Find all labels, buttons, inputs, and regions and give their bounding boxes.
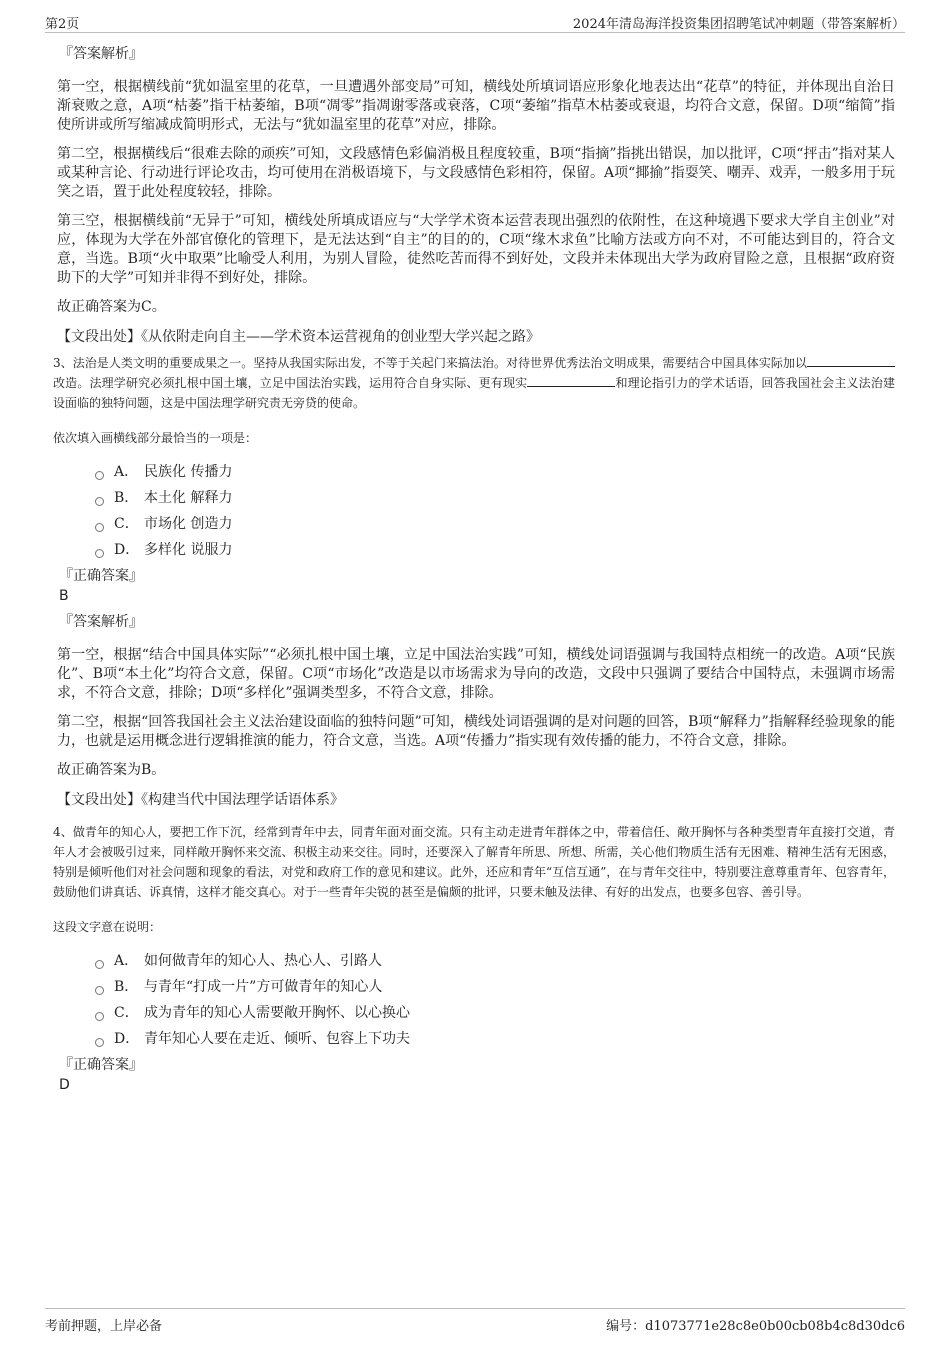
radio-icon[interactable] [95,523,104,532]
option-c[interactable]: C． 市场化 创造力 [95,511,895,537]
document-id: 编号：d1073771e28c8e0b00cb08b4c8d30dc6 [606,1319,905,1334]
analysis-paragraph: 第一空，根据横线前“犹如温室里的花草，一旦遭遇外部变局”可知，横线处所填词语应形象化地表达出“花草”的特征，并体现出自治日渐衰败之意，A项“枯萎”指干枯萎缩，B项“凋零”指凋谢零落或衰落，C项“萎缩”指草木枯萎或衰退，均符合文意，保留。D项“缩简”指使所讲或所写缩减成简明形式，无法与“犹如温室里的花草”对应，排除。 [57,79,895,133]
correct-answer-label: 『正确答案』 [59,568,143,584]
option-d[interactable]: D． 多样化 说服力 [95,537,895,563]
analysis-paragraph: 第三空，根据横线前“无异于”可知，横线处所填成语应与“大学学术资本运营表现出强烈的依附性，在这种境遇下要求大学自主创业”对应，体现为大学在外部官僚化的管理下，是无法达到“自主”的目的的，C项“缘木求鱼”比喻方法或方向不对，不可能达到目的，符合文意，当选。B项“火中取栗”比喻受人利用，为别人冒险，徒然吃苦而得不到好处，文段并未体现出大学为政府冒险之意，且根据“政府资助下的大学”可知并非得不到好处，排除。 [57,213,895,286]
analysis-paragraph: 第二空，根据横线后“很难去除的顽疾”可知，文段感情色彩偏消极且程度较重，B项“指摘”指挑出错误，加以批评，C项“抨击”指对某人或某种言论、行动进行评论攻击，均可使用在消极语境下，与文段感情色彩相符，保留。A项“揶揄”指耍笑、嘲弄、戏弄，一般多用于玩笑之语，置于此处程度较轻，排除。 [57,146,895,200]
option-a[interactable]: A． 如何做青年的知心人、热心人、引路人 [95,948,895,974]
answer-conclusion: 故正确答案为B。 [57,762,166,778]
source-citation: 【文段出处】《从依附走向自主——学术资本运营视角的创业型大学兴起之路》 [57,329,540,345]
radio-icon[interactable] [95,497,104,506]
analysis-paragraph: 第二空，根据“回答我国社会主义法治建设面临的独特问题”可知，横线处词语强调的是对问题的回答，B项“解释力”指解释经验现象的能力，也就是运用概念进行逻辑推演的能力，符合文意，当选。A项“传播力”指实现有效传播的能力，不符合文意，排除。 [57,714,895,749]
question-stem: 4、做青年的知心人，要把工作下沉，经常到青年中去，同青年面对面交流。只有主动走进青年群体之中，带着信任、敞开胸怀与各种类型青年直接打交道，青年人才会被吸引过来，同样敞开胸怀来交流、积极主动来交往。同时，还要深入了解青年所思、所想、所需，关心他们物质生活有无困难、精神生活有无困惑，特别是倾听他们对社会问题和现象的看法，对党和政府工作的意见和建议。此外，还应和青年“互信互通”，在与青年交往中，特别要注意尊重青年、包容青年，鼓励他们讲真话、诉真情，这样才能交真心。对于一些青年尖锐的甚至是偏颇的批评，只要未触及法律、有好的出发点，也要多包容、善引导。 [53,825,895,899]
option-b[interactable]: B． 本土化 解释力 [95,485,895,511]
radio-icon[interactable] [95,1012,104,1021]
option-b[interactable]: B． 与青年“打成一片”方可做青年的知心人 [95,974,895,1000]
radio-icon[interactable] [95,1038,104,1047]
option-c[interactable]: C． 成为青年的知心人需要敞开胸怀、以心换心 [95,1000,895,1026]
correct-answer-label: 『正确答案』 [59,1057,143,1073]
correct-answer: B [59,588,69,604]
fill-blank [527,374,615,387]
radio-icon[interactable] [95,471,104,480]
fill-blank [807,354,895,367]
radio-icon[interactable] [95,960,104,969]
page-number: 第2页 [45,17,80,32]
question-prompt: 依次填入画横线部分最恰当的一项是： [53,431,258,445]
page-footer [45,1308,905,1335]
question-stem: 3、法治是人类文明的重要成果之一。坚持从我国实际出发，不等于关起门来搞法治。对待世界优秀法治文明成果，需要结合中国具体实际加以改造。法理学研究必须扎根中国土壤，立足中国法治实践，运用符合自身实际、更有现实 和理论指引力的学术话语，回答我国社会主义法治建设面临的独特问题，这是中国法理学研究责无旁贷的使命。 [53,356,895,410]
correct-answer: D [59,1077,70,1093]
document-body [53,44,895,1101]
page-header [45,10,905,33]
footer-slogan: 考前押题，上岸必备 [45,1319,163,1334]
option-list [95,948,895,1052]
option-list [95,459,895,563]
source-citation: 【文段出处】《构建当代中国法理学话语体系》 [57,792,344,808]
analysis-paragraph: 第一空，根据“结合中国具体实际”“必须扎根中国土壤，立足中国法治实践”可知，横线处词语强调与我国特点相统一的改造。A项“民族化”、B项“本土化”均符合文意，保留。C项“市场化”改造是以市场需求为导向的改造，文段中只强调了要结合中国特点，未强调市场需求，不符合文意，排除；D项“多样化”强调类型多，不符合文意，排除。 [57,647,895,701]
radio-icon[interactable] [95,549,104,558]
analysis-label: 『答案解析』 [59,46,143,62]
option-a[interactable]: A． 民族化 传播力 [95,459,895,485]
radio-icon[interactable] [95,986,104,995]
question-prompt: 这段文字意在说明： [53,920,162,934]
analysis-label: 『答案解析』 [59,614,143,630]
option-d[interactable]: D． 青年知心人要在走近、倾听、包容上下功夫 [95,1026,895,1052]
answer-conclusion: 故正确答案为C。 [57,299,166,315]
document-title: 2024年清岛海洋投资集团招聘笔试冲刺题（带答案解析） [572,17,905,32]
